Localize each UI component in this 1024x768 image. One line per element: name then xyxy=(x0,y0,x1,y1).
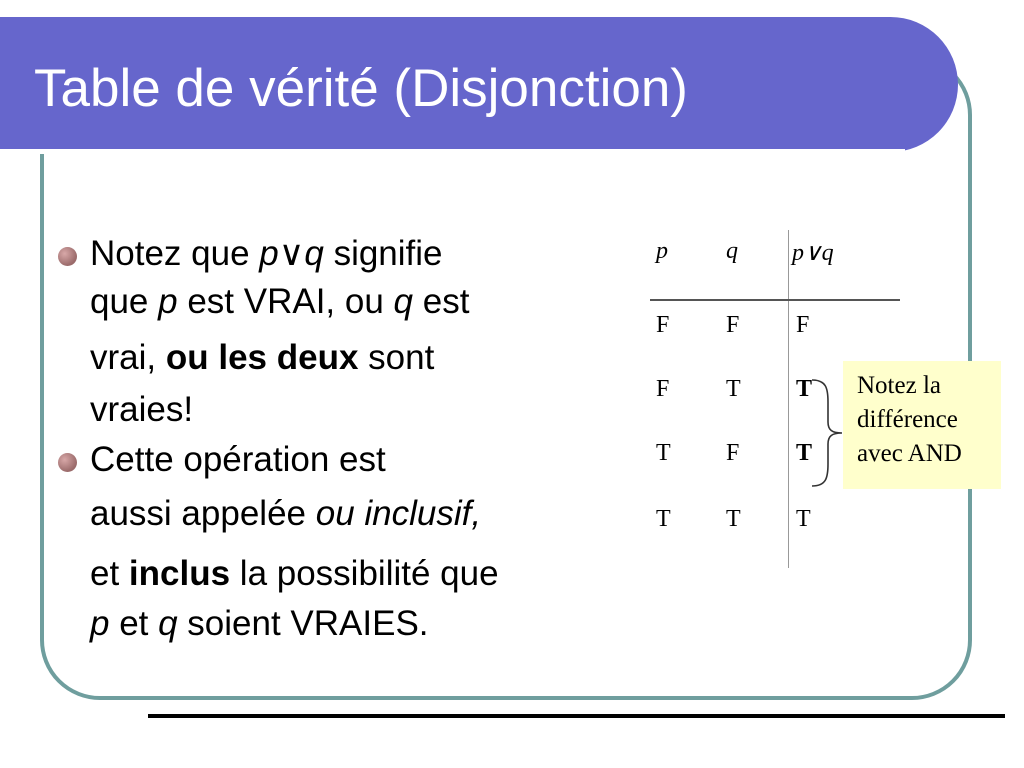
text-segment: ou les deux xyxy=(165,338,359,377)
table-cell: F xyxy=(796,312,810,338)
bullet-item xyxy=(58,230,638,430)
bottom-rule xyxy=(148,714,1005,718)
table-cell: T xyxy=(656,440,671,466)
text-segment: est VRAI, ou xyxy=(177,282,394,321)
text-segment: signifie xyxy=(323,234,443,273)
text-segment: q xyxy=(158,604,178,643)
table-header-cell: p xyxy=(656,238,668,264)
text-segment: vrai, xyxy=(90,338,166,377)
bullet-line xyxy=(90,544,638,604)
title-bar xyxy=(0,17,958,152)
title-underline xyxy=(0,149,905,154)
table-header-divider xyxy=(650,299,900,301)
text-segment: Notez que xyxy=(90,234,260,273)
curly-brace-icon xyxy=(806,378,846,488)
text-segment: aussi appelée xyxy=(90,494,316,533)
bullet-item xyxy=(58,436,638,644)
table-cell: F xyxy=(726,312,740,338)
table-cell: T xyxy=(656,506,671,532)
text-segment: soient VRAIES. xyxy=(177,604,429,643)
note-line: différence xyxy=(857,406,958,433)
text-segment: est xyxy=(413,282,470,321)
table-cell: T xyxy=(796,506,811,532)
bullet-list xyxy=(58,230,638,644)
bullet-line xyxy=(90,278,638,326)
text-segment: p xyxy=(90,604,110,643)
table-cell: T xyxy=(796,376,813,402)
text-segment: vraies! xyxy=(90,390,194,429)
text-segment: ∨ xyxy=(278,234,305,273)
note-line: Notez la xyxy=(857,372,941,399)
text-segment: sont xyxy=(358,338,435,377)
bullet-line xyxy=(90,484,638,544)
table-header-cell: p∨q xyxy=(792,240,834,266)
bullet-line xyxy=(90,436,638,484)
table-cell: F xyxy=(656,312,670,338)
table-header-cell: q xyxy=(726,238,738,264)
bullet-line xyxy=(90,230,638,278)
text-segment: Cette opération est xyxy=(90,440,386,479)
table-cell: F xyxy=(726,440,740,466)
text-segment: ou inclusif, xyxy=(315,494,482,533)
bullet-dot-icon xyxy=(58,453,77,472)
text-segment: q xyxy=(304,234,324,273)
text-segment: que xyxy=(90,282,159,321)
note-line: avec AND xyxy=(857,440,962,467)
text-segment: p xyxy=(259,234,279,273)
bullet-line xyxy=(90,604,638,644)
text-segment: q xyxy=(393,282,413,321)
text-segment: la possibilité que xyxy=(230,554,499,593)
bullet-dot-icon xyxy=(58,247,77,266)
text-segment: et xyxy=(109,604,159,643)
note-callout xyxy=(843,361,1001,489)
table-cell: T xyxy=(796,440,813,466)
slide-title: Table de vérité (Disjonction) xyxy=(34,59,688,118)
bullet-line xyxy=(90,390,638,430)
table-cell: T xyxy=(726,376,741,402)
table-cell: T xyxy=(726,506,741,532)
text-segment: inclus xyxy=(128,554,231,593)
table-cell: F xyxy=(656,376,670,402)
text-segment: et xyxy=(90,554,129,593)
text-segment: p xyxy=(158,282,178,321)
bullet-line xyxy=(90,326,638,390)
table-column-divider xyxy=(788,230,789,568)
